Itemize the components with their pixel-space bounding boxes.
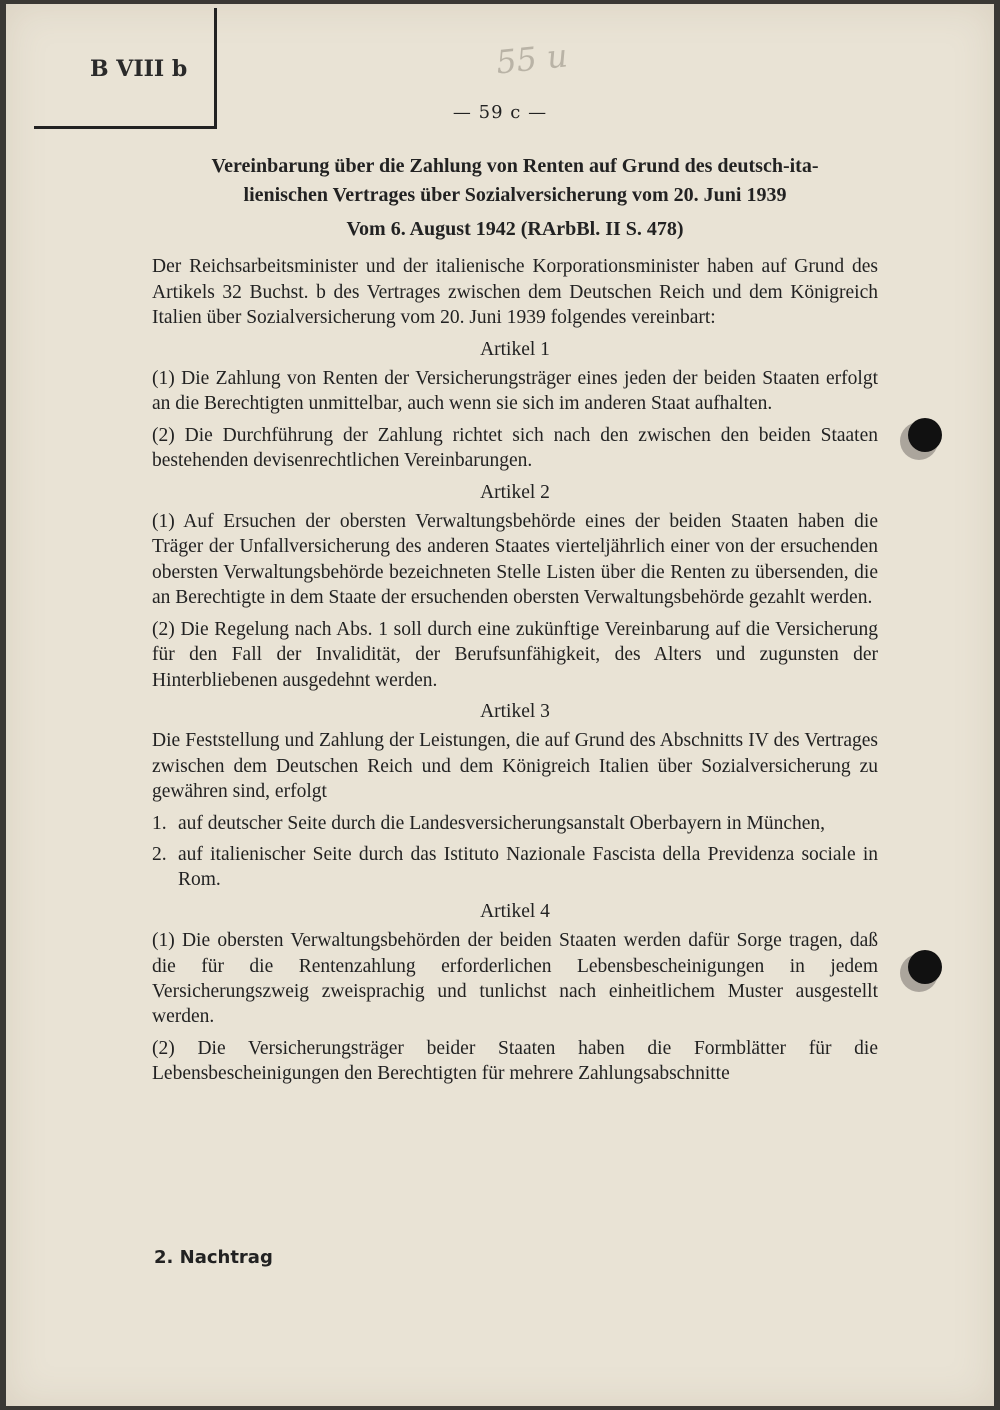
list-item-number: 2. (152, 843, 167, 865)
article-2-paragraph-1: (1) Auf Ersuchen der obersten Verwaltungsbehörde eines der beiden Staaten haben die Träger der Unfallversicherung des anderen Staates vierteljährlich einer von der ersuchenden obersten Verwaltungsbehörde bezeichneten Stelle Listen über die Renten zu übersenden, die an Berechtigte in dem Staate der ersuchenden obersten Verwaltungsbehörde gezahlt werden. (152, 511, 878, 609)
title-line-2: lienischen Vertrages über Sozialversicherung vom 20. Juni 1939 (243, 184, 787, 206)
article-4-paragraph-2: (2) Die Versicherungsträger beider Staaten haben die Formblätter für die Lebensbescheinigungen den Berechtigten für mehrere Zahlungsabschnitte (152, 1037, 878, 1085)
article-3-paragraph-1: Die Feststellung und Zahlung der Leistungen, die auf Grund des Abschnitts IV des Vertrages zwischen dem Deutschen Reich und dem Königreich Italien über Sozialversicherung zu gewähren sind, erfolgt (152, 730, 878, 803)
article-2-title: Artikel 2 (480, 481, 550, 503)
article-1-title: Artikel 1 (480, 338, 550, 360)
article-2-paragraph-2: (2) Die Regelung nach Abs. 1 soll durch eine zukünftige Vereinbarung auf die Versicherung für den Fall der Invalidität, der Berufsunfähigkeit, des Alters und zugunsten der Hinterbliebenen ausgedehnt werden. (152, 618, 878, 691)
article-1-paragraph-2: (2) Die Durchführung der Zahlung richtet sich nach den zwischen den beiden Staaten bestehenden devisenrechtlichen Vereinbarungen. (152, 424, 878, 472)
list-item-text: auf italienischer Seite durch das Istituto Nazionale Fascista della Previdenza sociale in Rom. (178, 843, 878, 891)
list-item-number: 1. (152, 812, 167, 834)
punch-hole (908, 418, 942, 452)
article-3-list (152, 811, 878, 893)
article-1-paragraph-1: (1) Die Zahlung von Renten der Versicherungsträger eines jeden der beiden Staaten erfolgt an die Berechtigten unmittelbar, auch wenn sie sich im anderen Staat aufhalten. (152, 368, 878, 415)
section-tag: B VIII b (90, 56, 188, 82)
article-4-title: Artikel 4 (480, 900, 550, 922)
list-item (152, 811, 878, 836)
punch-hole (908, 950, 942, 984)
page-number: — 59 c — (452, 102, 548, 123)
pencil-annotation: 55 u (494, 36, 570, 82)
list-item (152, 842, 878, 893)
article-3-title: Artikel 3 (480, 700, 550, 722)
intro-paragraph: Der Reichsarbeitsminister und der italienische Korporationsminister haben auf Grund des Artikels 32 Buchst. b des Vertrages zwischen dem Deutschen Reich und dem Königreich Italien über Sozialversicherung vom 20. Juni 1939 folgendes vereinbart: (152, 256, 878, 329)
title-line-1: Vereinbarung über die Zahlung von Renten auf Grund des deutsch-ita- (211, 155, 819, 177)
document-page (6, 4, 994, 1406)
footer-note: 2. Nachtrag (154, 1247, 273, 1268)
document-body (152, 152, 878, 1093)
list-item-text: auf deutscher Seite durch die Landesversicherungsanstalt Oberbayern in München, (178, 812, 826, 834)
document-date: Vom 6. August 1942 (RArbBl. II S. 478) (346, 218, 684, 240)
article-4-paragraph-1: (1) Die obersten Verwaltungsbehörden der beiden Staaten werden dafür Sorge tragen, daß die für die Rentenzahlung erforderlichen Lebensbescheinigungen in jedem Versicherungszweig zweisprachig und tunlichst nach einheitlichem Muster ausgestellt werden. (152, 930, 878, 1028)
